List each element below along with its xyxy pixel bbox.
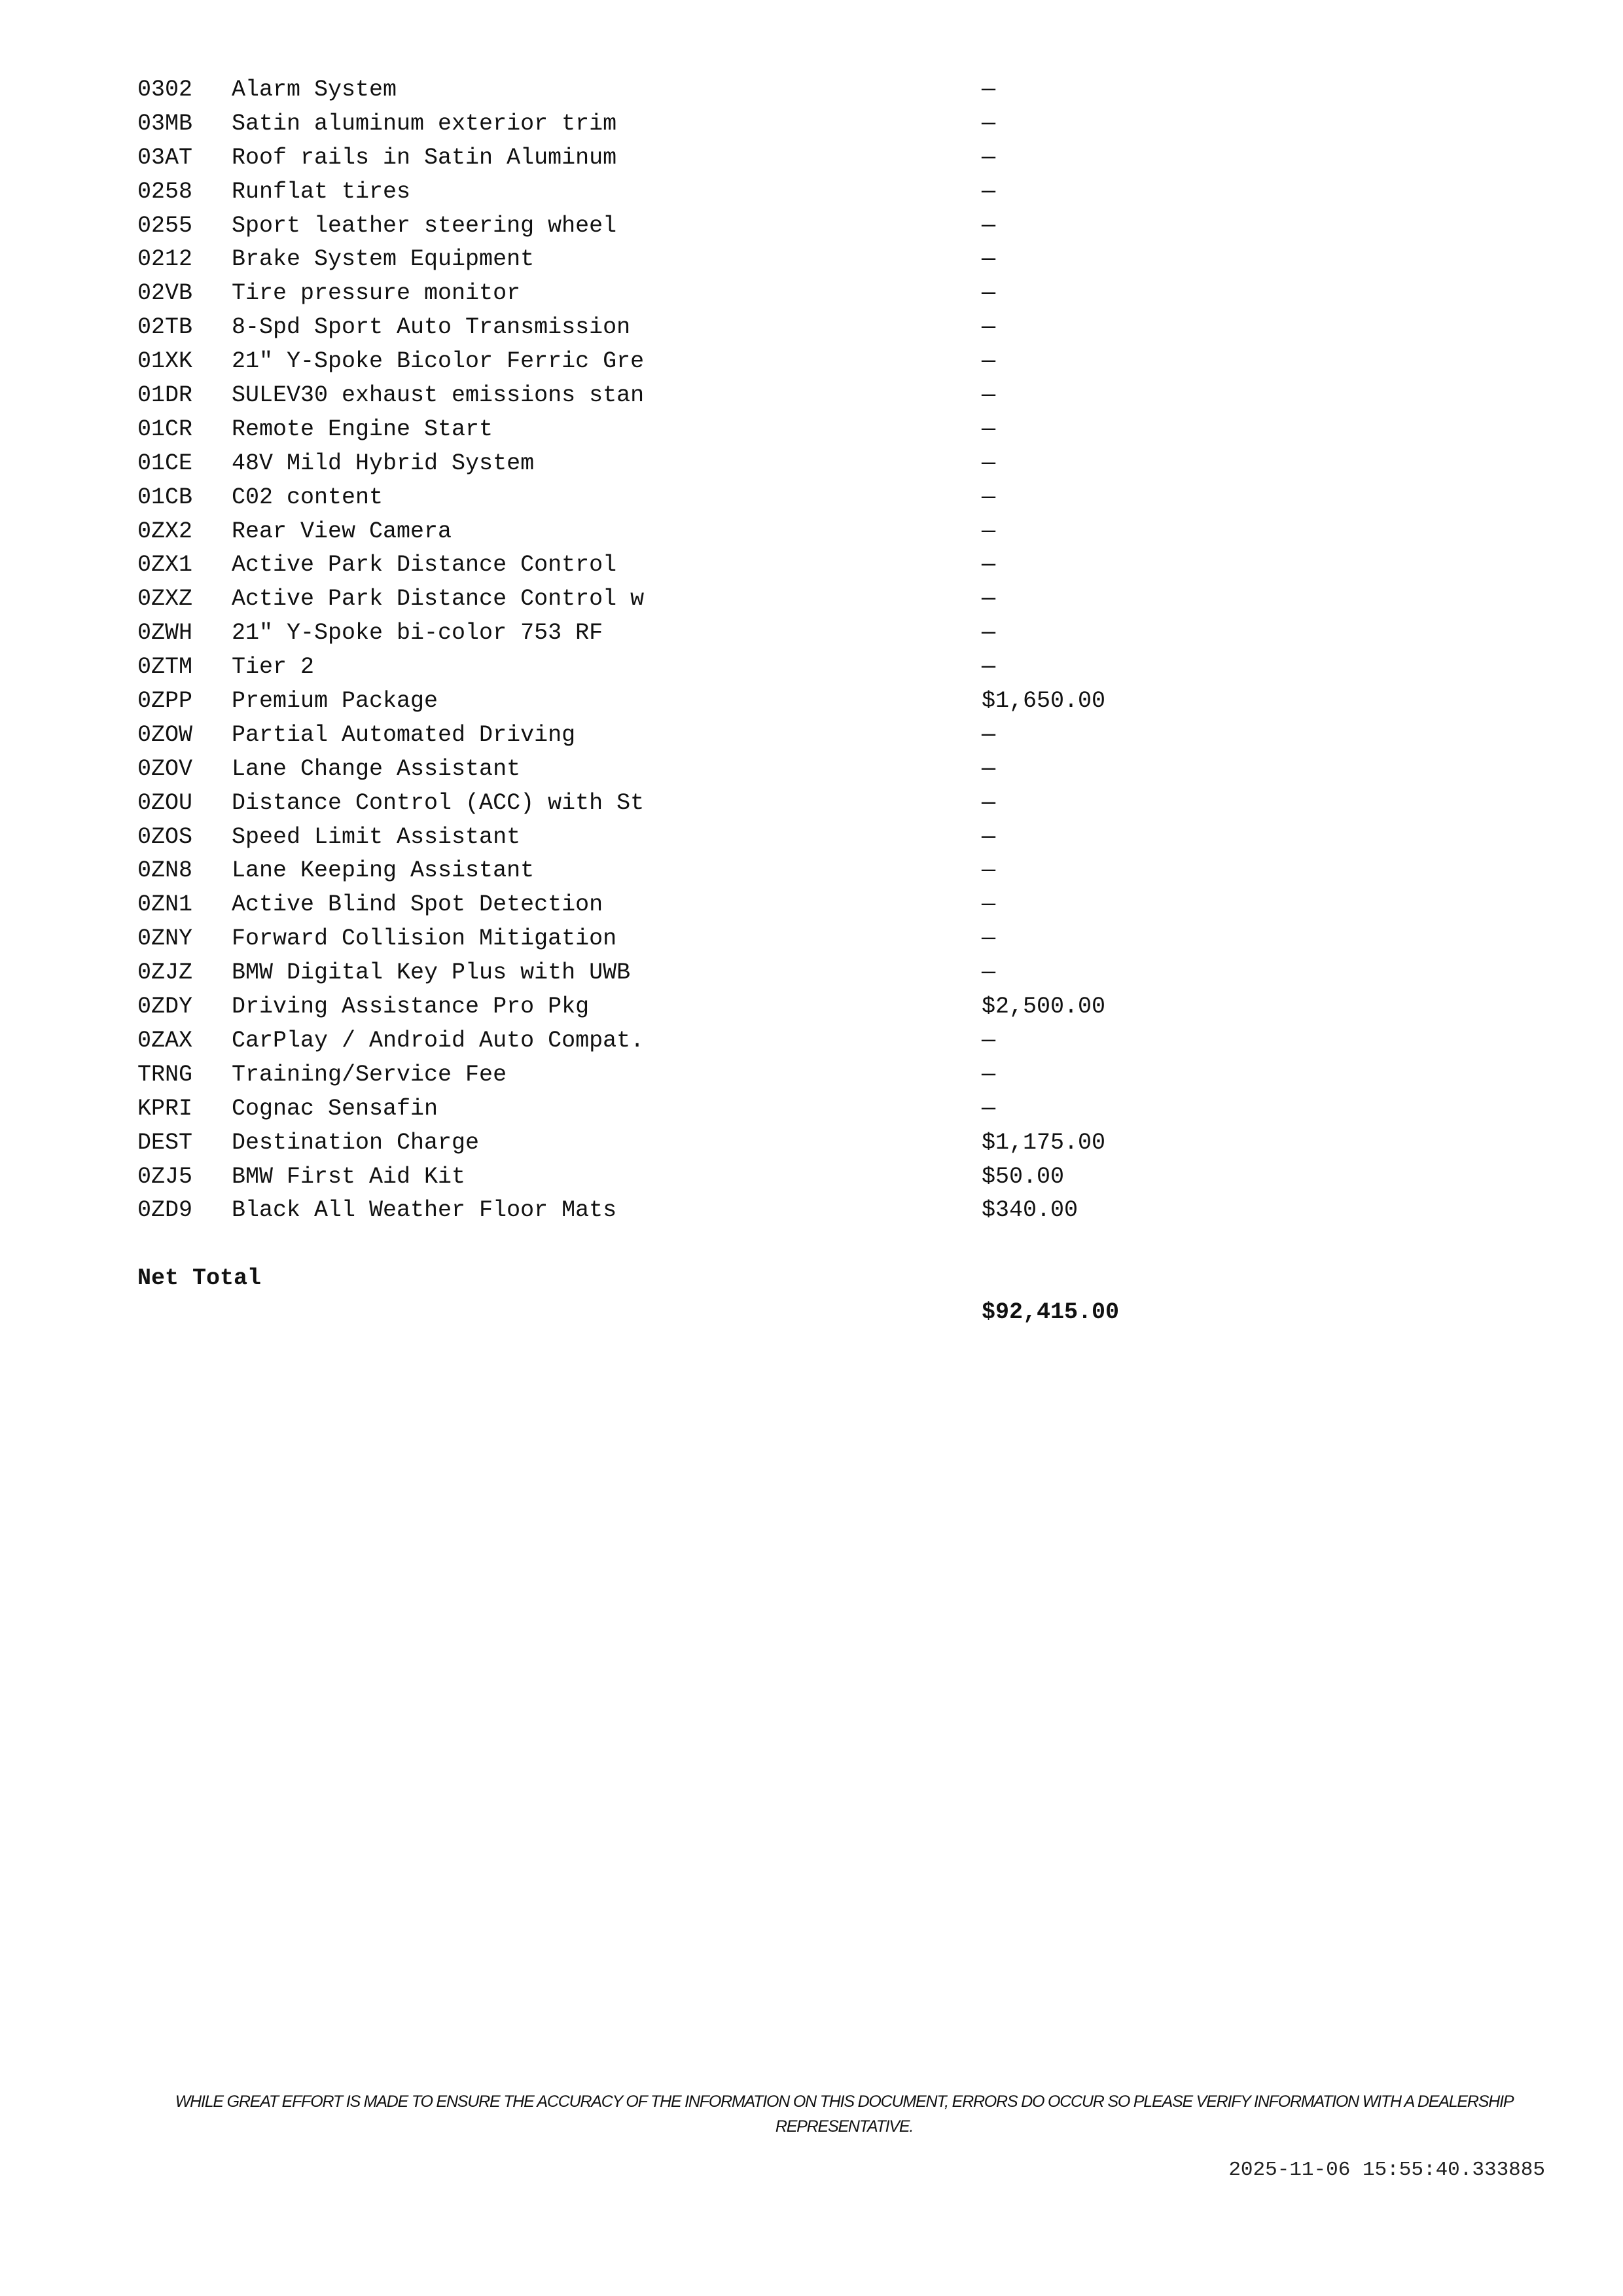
line-item-row: [137, 956, 1381, 990]
item-code: 0ZJ5: [137, 1163, 193, 1190]
item-price: —: [982, 416, 996, 442]
item-code: 0255: [137, 212, 193, 239]
line-item-row: [137, 1160, 1381, 1194]
item-description: Cognac Sensafin: [232, 1095, 438, 1122]
item-price: —: [982, 280, 996, 307]
line-item-row: [137, 821, 1381, 855]
line-item-row: [137, 1058, 1381, 1092]
line-item-row: [137, 854, 1381, 888]
line-item-row: [137, 753, 1381, 787]
item-price: —: [982, 891, 996, 918]
line-item-row: [137, 1194, 1381, 1228]
item-code: 03MB: [137, 110, 193, 137]
line-item-row: [137, 481, 1381, 515]
line-item-row: [137, 888, 1381, 922]
line-item-row: [137, 73, 1381, 107]
item-code: 0ZOV: [137, 755, 193, 782]
item-code: 01CR: [137, 416, 193, 442]
item-price: —: [982, 960, 996, 986]
item-description: Distance Control (ACC) with St: [232, 789, 645, 816]
line-item-row: [137, 515, 1381, 549]
item-code: 0ZAX: [137, 1027, 193, 1054]
line-item-row: [137, 413, 1381, 447]
item-price: —: [982, 382, 996, 409]
item-code: KPRI: [137, 1095, 193, 1122]
line-item-row: [137, 209, 1381, 243]
item-code: 0ZNY: [137, 925, 193, 952]
item-price: —: [982, 620, 996, 647]
item-code: 0ZOS: [137, 823, 193, 850]
line-item-row: [137, 617, 1381, 651]
line-item-row: [137, 379, 1381, 413]
line-item-row: [137, 719, 1381, 753]
item-price: —: [982, 721, 996, 748]
item-price: —: [982, 857, 996, 884]
item-code: 0ZX1: [137, 552, 193, 579]
item-code: 01XK: [137, 348, 193, 375]
item-description: C02 content: [232, 484, 383, 511]
line-item-row: [137, 447, 1381, 481]
item-code: 0ZXZ: [137, 586, 193, 613]
line-item-row: [137, 175, 1381, 209]
item-description: Partial Automated Driving: [232, 721, 576, 748]
net-total-row: [137, 1228, 1381, 1326]
item-price: —: [982, 925, 996, 952]
line-item-row: [137, 107, 1381, 141]
item-description: Tier 2: [232, 654, 315, 681]
line-item-row: [137, 1024, 1381, 1058]
line-item-row: [137, 990, 1381, 1024]
line-item-row: [137, 685, 1381, 719]
item-code: 0258: [137, 178, 193, 205]
item-code: TRNG: [137, 1061, 193, 1088]
item-description: Tire pressure monitor: [232, 280, 521, 307]
item-price: —: [982, 348, 996, 375]
item-description: Rear View Camera: [232, 518, 452, 545]
line-item-row: [137, 583, 1381, 617]
item-price: —: [982, 586, 996, 613]
item-description: Training/Service Fee: [232, 1061, 507, 1088]
item-price: —: [982, 1027, 996, 1054]
item-code: 0212: [137, 246, 193, 273]
item-price: —: [982, 178, 996, 205]
item-code: 0ZN1: [137, 891, 193, 918]
item-description: Premium Package: [232, 688, 438, 715]
item-description: Satin aluminum exterior trim: [232, 110, 617, 137]
item-description: 48V Mild Hybrid System: [232, 450, 535, 476]
line-item-row: [137, 243, 1381, 277]
item-code: 02TB: [137, 314, 193, 341]
line-item-row: [137, 141, 1381, 175]
item-description: Alarm System: [232, 77, 397, 103]
item-price: —: [982, 314, 996, 341]
item-description: SULEV30 exhaust emissions stan: [232, 382, 645, 409]
item-code: 0ZJZ: [137, 960, 193, 986]
item-price: —: [982, 1061, 996, 1088]
item-price: —: [982, 789, 996, 816]
item-price: —: [982, 552, 996, 579]
item-price: —: [982, 212, 996, 239]
item-description: BMW First Aid Kit: [232, 1163, 466, 1190]
timestamp: 2025-11-06 15:55:40.333885: [1228, 2159, 1545, 2181]
item-code: 03AT: [137, 144, 193, 171]
item-description: Lane Keeping Assistant: [232, 857, 535, 884]
option-items-list: [137, 73, 1381, 1326]
line-item-row: [137, 787, 1381, 821]
item-price: —: [982, 110, 996, 137]
item-code: 0ZOU: [137, 789, 193, 816]
item-price: $1,650.00: [982, 688, 1106, 715]
item-code: 01CB: [137, 484, 193, 511]
item-code: 0ZWH: [137, 620, 193, 647]
item-description: Sport leather steering wheel: [232, 212, 617, 239]
item-code: 01CE: [137, 450, 193, 476]
item-price: —: [982, 518, 996, 545]
item-description: Lane Change Assistant: [232, 755, 521, 782]
item-description: Destination Charge: [232, 1129, 480, 1156]
item-price: —: [982, 1095, 996, 1122]
item-description: Active Park Distance Control: [232, 552, 617, 579]
item-description: CarPlay / Android Auto Compat.: [232, 1027, 645, 1054]
item-price: —: [982, 144, 996, 171]
item-code: 0ZD9: [137, 1197, 193, 1224]
item-description: Brake System Equipment: [232, 246, 535, 273]
item-description: Roof rails in Satin Aluminum: [232, 144, 617, 171]
item-price: $1,175.00: [982, 1129, 1106, 1156]
item-description: Remote Engine Start: [232, 416, 493, 442]
item-price: $50.00: [982, 1163, 1065, 1190]
item-description: Speed Limit Assistant: [232, 823, 521, 850]
line-item-row: [137, 651, 1381, 685]
item-description: Driving Assistance Pro Pkg: [232, 994, 590, 1020]
item-code: 0ZX2: [137, 518, 193, 545]
item-description: 21" Y-Spoke Bicolor Ferric Gre: [232, 348, 645, 375]
item-code: 0302: [137, 77, 193, 103]
item-price: —: [982, 654, 996, 681]
item-price: —: [982, 823, 996, 850]
item-description: Active Park Distance Control w: [232, 586, 645, 613]
item-price: $2,500.00: [982, 994, 1106, 1020]
line-item-row: [137, 277, 1381, 311]
item-code: 0ZOW: [137, 721, 193, 748]
net-total-value: $92,415.00: [982, 1299, 1120, 1326]
item-code: 0ZPP: [137, 688, 193, 715]
item-price: —: [982, 484, 996, 511]
item-description: 21" Y-Spoke bi-color 753 RF: [232, 620, 603, 647]
item-description: Active Blind Spot Detection: [232, 891, 603, 918]
item-price: —: [982, 77, 996, 103]
item-description: 8-Spd Sport Auto Transmission: [232, 314, 631, 341]
item-price: —: [982, 246, 996, 273]
line-item-row: [137, 548, 1381, 583]
item-code: 01DR: [137, 382, 193, 409]
line-item-row: [137, 1126, 1381, 1160]
item-description: BMW Digital Key Plus with UWB: [232, 960, 631, 986]
line-item-row: [137, 311, 1381, 345]
line-item-row: [137, 1092, 1381, 1126]
item-description: Black All Weather Floor Mats: [232, 1197, 617, 1224]
item-code: 0ZTM: [137, 654, 193, 681]
disclaimer-text: WHILE GREAT EFFORT IS MADE TO ENSURE THE ACCURACY OF THE INFORMATION ON THIS DOCUMENT, ERRORS DO OCCUR SO PLEASE VERIFY INFORMATION WITH A DEALERSHIP REPRESENTATIVE.: [175, 2092, 1514, 2136]
item-code: 02VB: [137, 280, 193, 307]
item-description: Runflat tires: [232, 178, 411, 205]
line-item-row: [137, 345, 1381, 379]
item-code: 0ZDY: [137, 994, 193, 1020]
item-price: —: [982, 450, 996, 476]
line-item-row: [137, 922, 1381, 956]
item-code: DEST: [137, 1129, 193, 1156]
item-price: $340.00: [982, 1197, 1079, 1224]
net-total-label: Net Total: [137, 1265, 262, 1292]
item-description: Forward Collision Mitigation: [232, 925, 617, 952]
item-price: —: [982, 755, 996, 782]
item-code: 0ZN8: [137, 857, 193, 884]
